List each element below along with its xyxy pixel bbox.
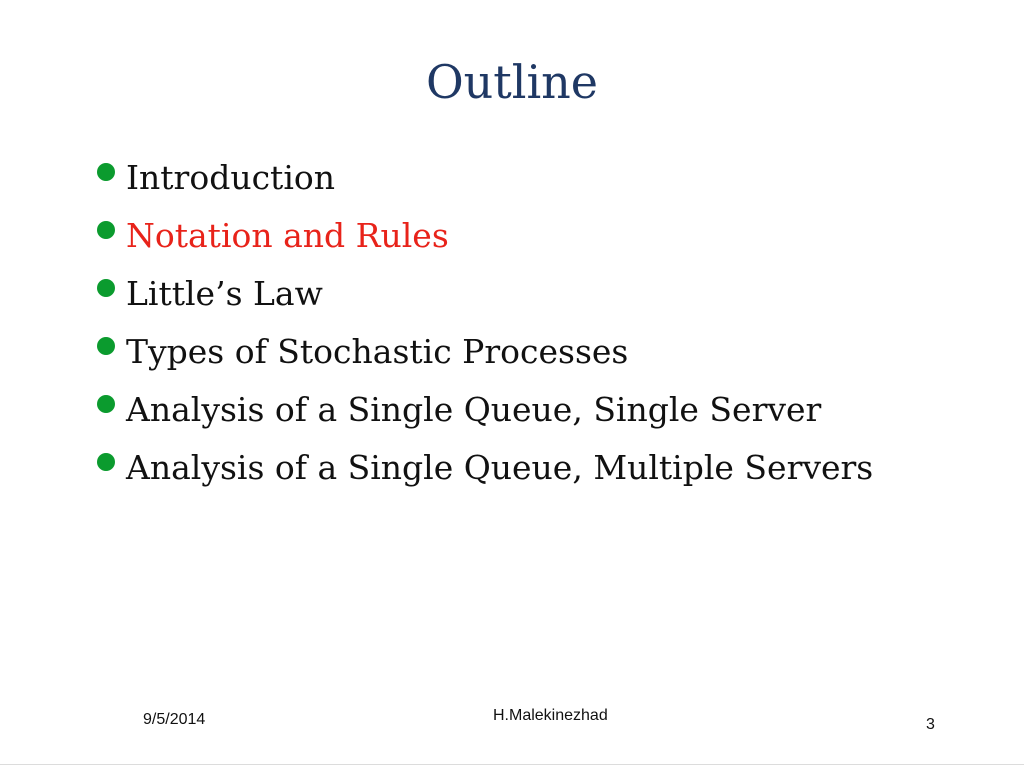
slide-title: Outline [425,55,599,109]
bullet-text: Analysis of a Single Queue, Single Server [126,389,822,429]
bullet-text: Introduction [126,157,335,197]
footer-date: 9/5/2014 [143,711,206,728]
bullet-text: Analysis of a Single Queue, Multiple Servers [126,447,874,487]
bullet-text: Little’s Law [126,273,323,313]
bullet-dot-icon [97,163,115,181]
bottom-divider [0,764,1024,765]
bullet-item-notation-and-rules [97,206,873,264]
bullet-text: Types of Stochastic Processes [126,331,629,371]
bullet-dot-icon [97,337,115,355]
bullet-dot-icon [97,395,115,413]
bullet-item-introduction [97,148,873,206]
bullet-item-littles-law [97,264,873,322]
bullet-dot-icon [97,279,115,297]
slide-page-number: 3 [926,716,935,733]
bullet-item-multiple-servers [97,438,873,496]
bullet-dot-icon [97,453,115,471]
footer-author: H.Malekinezhad [493,707,608,724]
bullet-dot-icon [97,221,115,239]
bullet-text: Notation and Rules [126,215,449,255]
bullet-list [97,148,873,496]
bullet-item-stochastic-processes [97,322,873,380]
bullet-item-single-server [97,380,873,438]
